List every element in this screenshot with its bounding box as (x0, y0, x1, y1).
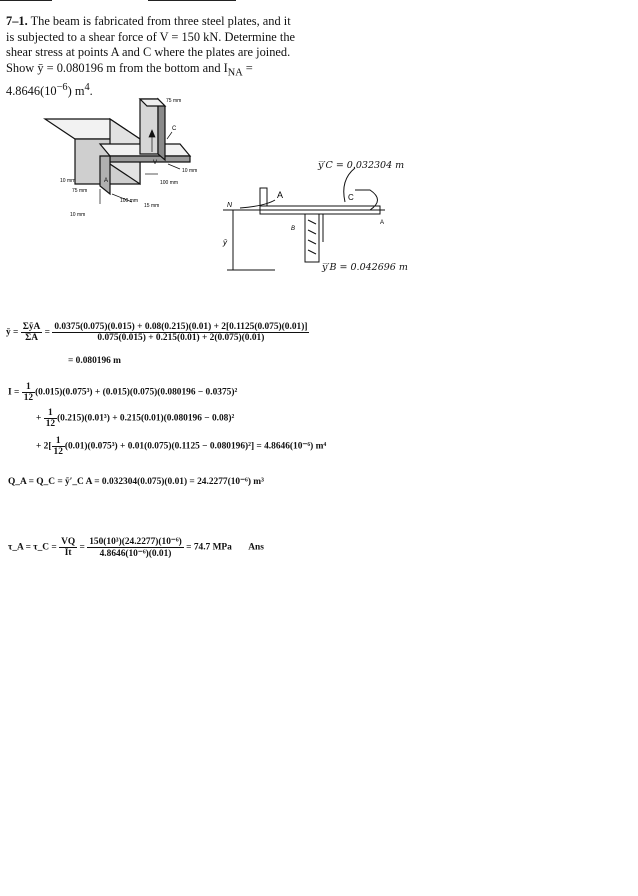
beam-figure (40, 94, 225, 234)
top-rule-right (148, 0, 236, 1)
problem-line-5-exp2: 4 (84, 82, 90, 94)
problem-line-5-exp: −6 (56, 82, 68, 94)
label-ybar: ȳ (223, 238, 227, 247)
yb-note: y̅′B = 0.042696 m (322, 262, 408, 273)
frac3-num: 1 (52, 436, 65, 447)
frac3-den: 12 (53, 447, 63, 457)
bottom-plate-face (110, 156, 190, 162)
problem-line-5-text: 4.8646(10 (6, 84, 57, 99)
problem-statement (6, 14, 324, 100)
inertia-fraction-2 (44, 408, 57, 429)
tau-vq-fraction (59, 537, 77, 558)
tau-result: = 74.7 MPa (186, 542, 232, 553)
inertia-fraction-3 (52, 436, 65, 457)
inertia-line-2-text: (0.215)(0.01³) + 0.215(0.01)(0.080196 − 0.08)² (57, 413, 235, 424)
ybar-sigma-fraction (21, 322, 43, 343)
inertia-line-3-text: (0.01)(0.075³) + 0.01(0.075)(0.1125 − 0.080196)²] = 4.8646(10⁻⁶) m⁴ (64, 441, 327, 452)
ybar-sigma-den: ΣA (25, 333, 38, 343)
tau-it: It (64, 548, 72, 558)
inertia-line-3 (36, 436, 326, 457)
tau-lhs: τ_A = τ_C = (8, 542, 57, 553)
right-plate-face (140, 99, 158, 154)
ybar-equation: ȳ = $\frac{\text{ΣỹA}}{\Sigma A}$ = 0.0375(0.075)(0.015) + 0.08(0.215)(0.01) + 2[0.1125(0.075)(0.01)] 0.075(0.015) + 0.215(0.01) + 2(0.075)(0.01) (6, 322, 308, 343)
problem-number: 7–1. (6, 14, 28, 28)
frac1-num: 1 (22, 382, 35, 393)
tau-den: 4.8646(10⁻⁶)(0.01) (99, 549, 172, 559)
problem-line-4-end: = (242, 60, 253, 75)
problem-line-4-sub: NA (227, 66, 243, 78)
leader-c (167, 132, 172, 139)
dim-100-bottom: 100 mm (120, 198, 139, 204)
inertia-lhs: I = (8, 387, 20, 398)
problem-line-2: is subjected to a shear force of V = 150 kN. Determine the (6, 29, 296, 44)
dim-75-top: 75 mm (166, 98, 182, 104)
leader-10mm (168, 164, 180, 169)
yc-note: y̅′C = 0.032304 m (318, 160, 405, 171)
dim-15: 15 mm (144, 203, 160, 209)
label-b: B (291, 226, 296, 232)
label-c-sketch: C (348, 193, 354, 202)
label-a-right: A (380, 220, 385, 226)
problem-line-4 (6, 61, 324, 81)
label-a-sketch: A (277, 190, 284, 200)
inertia-fraction-1 (22, 382, 35, 403)
dim-75-left: 75 mm (72, 188, 88, 194)
tau-equation: τ_A = τ_C = $\frac{VQ}{It}$ = $\frac{\text{150(10³)(24.2277)(10⁻⁶)}}{\text{4.8646(10⁻⁶)(0.01)}}$ = 74.7 MPa Ans (8, 537, 264, 559)
web-plate (100, 156, 110, 194)
dim-10-right: 10 mm (182, 168, 198, 174)
ybar-value-fraction (52, 322, 309, 343)
problem-line-3: shear stress at points A and C where the plates are joined. (6, 45, 291, 59)
frac1-den: 12 (23, 393, 34, 403)
ybar-lhs: ȳ = (6, 327, 19, 338)
ybar-num: 0.0375(0.075)(0.015) + 0.08(0.215)(0.01) + 2[0.1125(0.075)(0.01)] (54, 322, 308, 332)
shear-flow-curve-left (240, 200, 275, 208)
problem-line-5-tail: . (89, 84, 93, 99)
top-rule-left (0, 0, 52, 1)
problem-line-1: The beam is fabricated from three steel plates, and it (30, 14, 291, 28)
ybar-result: = 0.080196 m (68, 356, 121, 366)
ybar-den: 0.075(0.015) + 0.215(0.01) + 2(0.075)(0.01) (97, 333, 265, 343)
label-c-top: C (172, 126, 177, 132)
right-bracket (355, 190, 378, 210)
web-plate (305, 214, 319, 262)
inertia-line-2 (36, 408, 234, 429)
label-n: N (227, 202, 233, 209)
problem-line-4-text: Show ȳ = 0.080196 m from the bottom and I (6, 60, 228, 75)
frac2-den: 12 (45, 419, 56, 429)
frac2-num: 1 (44, 408, 57, 419)
dim-100-right: 100 mm (160, 180, 179, 186)
dim-10-bottom: 10 mm (70, 212, 86, 218)
label-v: V (153, 160, 158, 166)
ybar-sigma-num: ΣỹA (22, 322, 41, 332)
tau-vq: VQ (61, 537, 76, 547)
inertia-line-1 (8, 382, 237, 403)
inertia-plus-2: + 2[ (36, 441, 52, 452)
problem-line-5-end: ) m (67, 84, 85, 99)
q-equation: Q_A = Q_C = ỹ′_C A = 0.032304(0.075)(0.01) = 24.2277(10⁻⁶) m³ (8, 477, 264, 487)
inertia-line-1-text: (0.015)(0.075³) + (0.015)(0.075)(0.080196 − 0.0375)² (35, 387, 238, 398)
answer-label: Ans (248, 542, 264, 553)
label-a: A (104, 178, 109, 184)
inertia-plus: + (36, 413, 42, 424)
tau-num: 150(10³)(24.2277)(10⁻⁶) (89, 537, 182, 547)
dim-10-left: 10 mm (60, 178, 76, 184)
tau-value-fraction (87, 536, 184, 559)
right-plate-side (158, 99, 165, 160)
